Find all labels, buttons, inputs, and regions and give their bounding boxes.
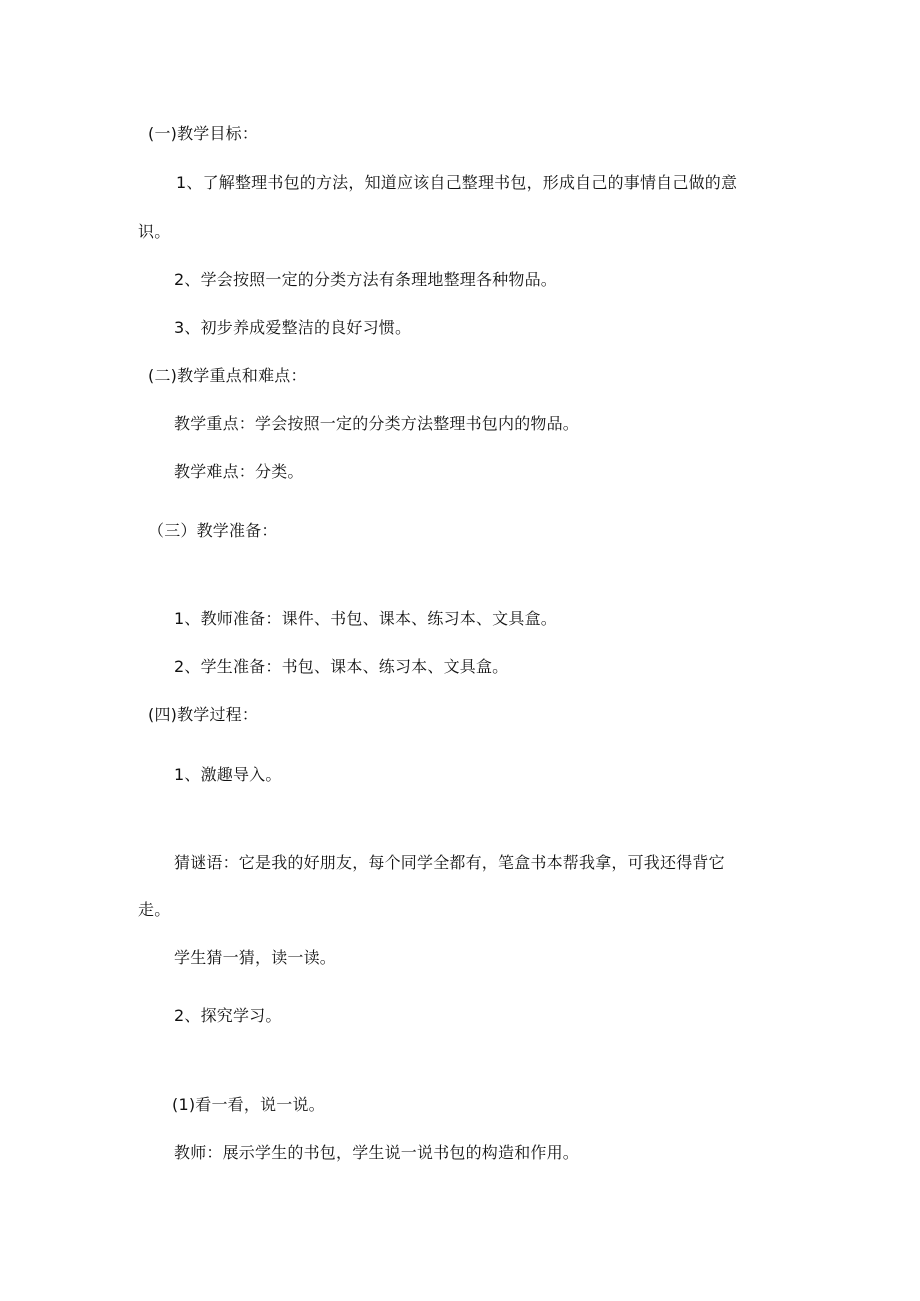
section-heading-process: (四)教学过程：: [148, 705, 259, 724]
objective-item-2: 2、学会按照一定的分类方法有条理地整理各种物品。: [174, 270, 557, 289]
section-heading-preparation: （三）教学准备：: [148, 521, 278, 540]
riddle-line-1: 猜谜语：它是我的好朋友，每个同学全都有，笔盒书本帮我拿，可我还得背它: [174, 853, 725, 872]
key-point: 教学重点：学会按照一定的分类方法整理书包内的物品。: [174, 414, 580, 433]
objective-item-1-line-1: 1、了解整理书包的方法，知道应该自己整理书包，形成自己的事情自己做的意: [176, 173, 738, 192]
objective-item-3: 3、初步养成爱整洁的良好习惯。: [174, 318, 412, 337]
student-guess: 学生猜一猜，读一读。: [174, 948, 337, 967]
sub-step-1: (1)看一看，说一说。: [172, 1095, 325, 1114]
preparation-teacher: 1、教师准备：课件、书包、课本、练习本、文具盒。: [174, 609, 557, 628]
riddle-line-2: 走。: [138, 900, 171, 919]
preparation-student: 2、学生准备：书包、课本、练习本、文具盒。: [174, 657, 509, 676]
process-step-2: 2、探究学习。: [174, 1006, 282, 1025]
objective-item-1-line-2: 识。: [138, 222, 171, 241]
process-step-1: 1、激趣导入。: [174, 765, 282, 784]
difficult-point: 教学难点：分类。: [174, 462, 304, 481]
teacher-activity: 教师：展示学生的书包，学生说一说书包的构造和作用。: [174, 1143, 580, 1162]
section-heading-objectives: (一)教学目标：: [148, 124, 259, 143]
section-heading-key-points: (二)教学重点和难点：: [148, 366, 307, 385]
